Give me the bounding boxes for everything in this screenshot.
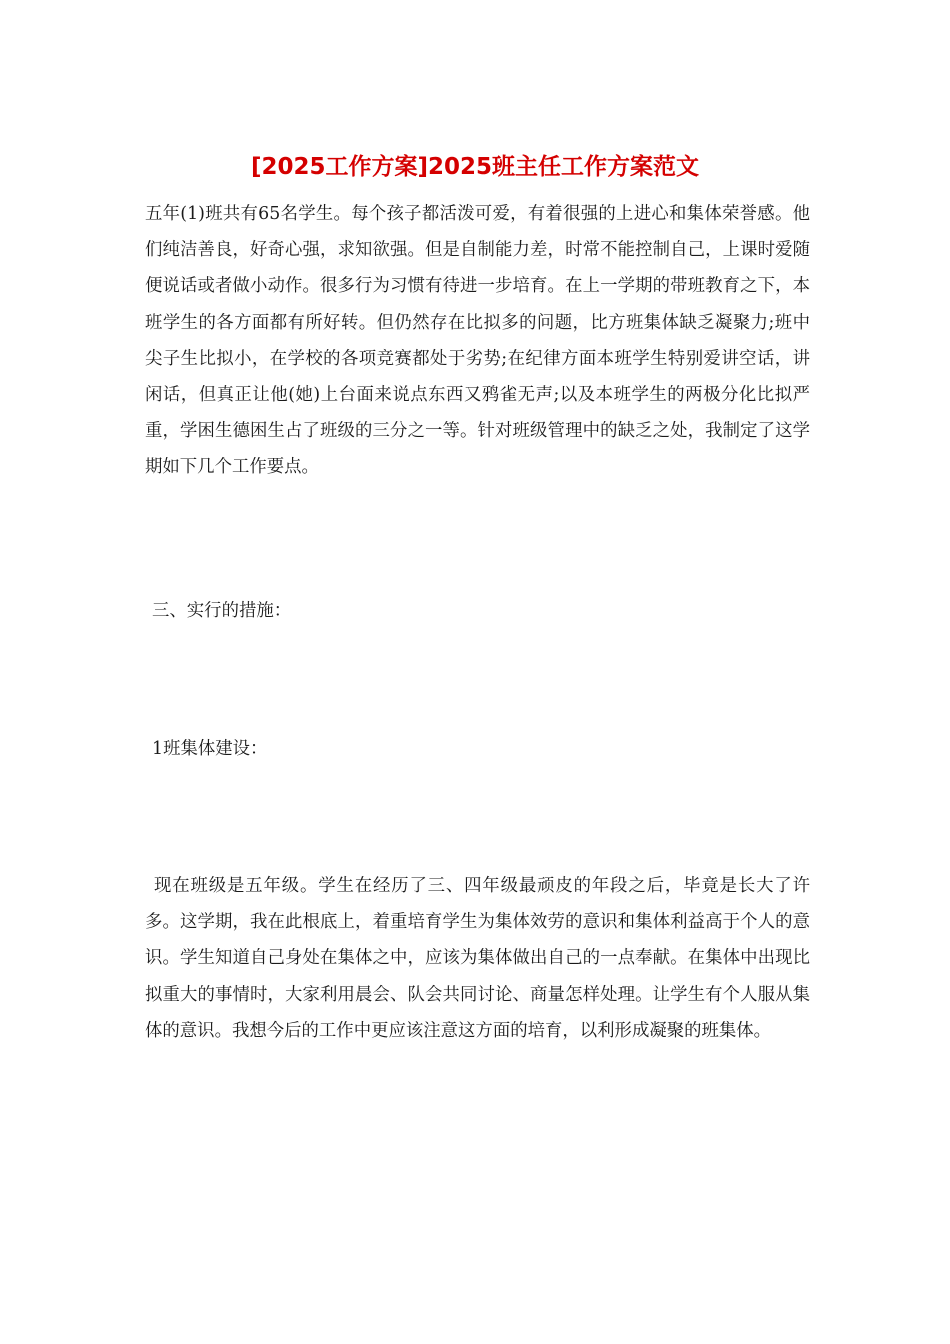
document-title: [2025工作方案]2025班主任工作方案范文 xyxy=(250,154,700,180)
section-heading: 三、实行的措施： xyxy=(152,601,292,621)
intro-paragraph: 五年(1)班共有65名学生。每个孩子都活泼可爱，有着很强的上进心和集体荣誉感。他们纯洁善良，好奇心强，求知欲强。但是自制能力差，时常不能控制自己，上课时爱随便说话或者做小动作。很多行为习惯有待进一步培育。在上一学期的带班教育之下，本班学生的各方面都有所好转。但仍然存在比拟多的问题，比方班集体缺乏凝聚力;班中尖子生比拟小，在学校的各项竞赛都处于劣势;在纪律方面本班学生特别爱讲空话，讲闲话，但真正让他(她)上台面来说点东西又鸦雀无声;以及本班学生的两极分化比拟严重，学困生德困生占了班级的三分之一等。针对班级管理中的缺乏之处，我制定了这学期如下几个工作要点。 xyxy=(145,204,810,478)
body-paragraph: 现在班级是五年级。学生在经历了三、四年级最顽皮的年段之后，毕竟是长大了许多。这学期，我在此根底上，着重培育学生为集体效劳的意识和集体利益高于个人的意识。学生知道自己身处在集体之中，应该为集体做出自己的一点奉献。在集体中出现比拟重大的事情时，大家利用晨会、队会共同讨论、商量怎样处理。让学生有个人服从集体的意识。我想今后的工作中更应该注意这方面的培育，以利形成凝聚的班集体。 xyxy=(145,876,810,1041)
subsection-heading: 1班集体建设： xyxy=(152,739,268,759)
